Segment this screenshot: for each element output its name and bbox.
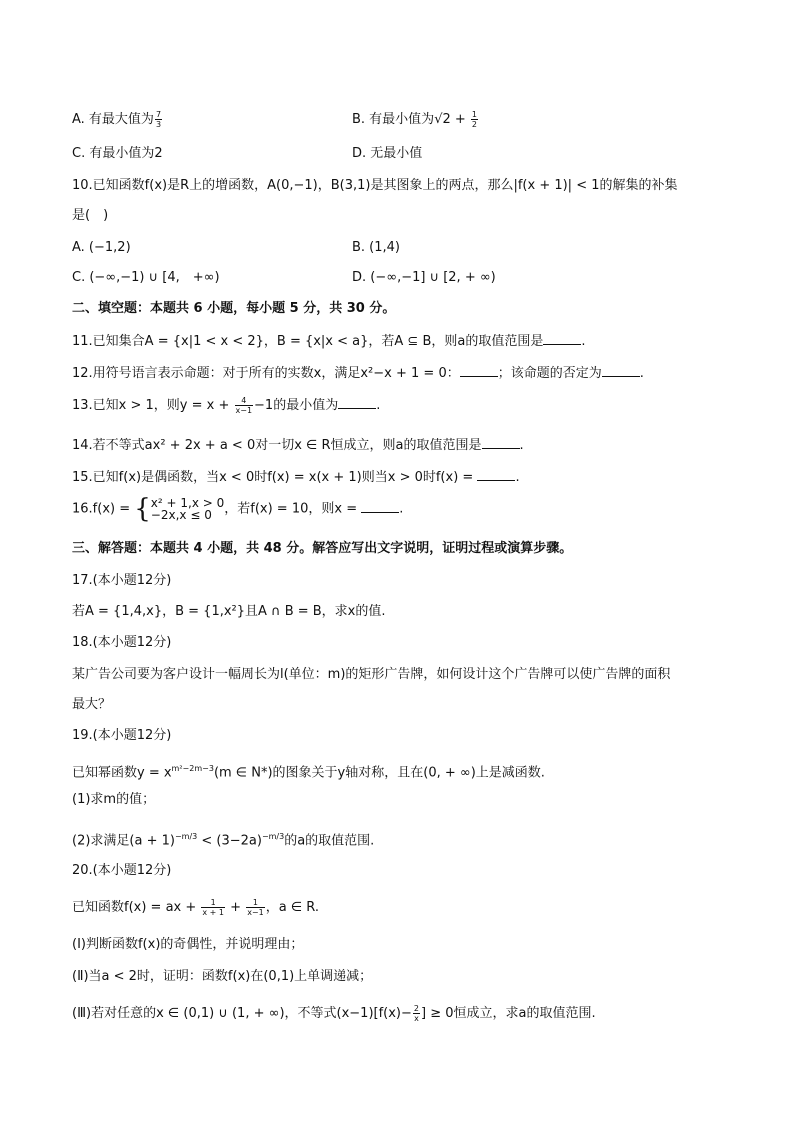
q9-option-a[interactable] — [72, 110, 163, 129]
q20-heading: 20.(本小题12分) — [72, 863, 172, 878]
q20-p3-pre: (Ⅲ)若对任意的x ∈ (0,1) ∪ (1, + ∞)，不等式(x−1)[f(x)− — [72, 1006, 412, 1021]
answer-blank[interactable] — [477, 468, 515, 481]
answer-blank[interactable] — [338, 396, 376, 409]
q19-body-post: (m ∈ N*)的图象关于y轴对称，且在(0, + ∞)上是减函数. — [213, 765, 545, 781]
exponent: m²−2m−3 — [171, 764, 214, 773]
fraction: $\frac{2}{x}$ — [413, 1004, 419, 1023]
q19-p2-mid: < (3−2a) — [197, 833, 262, 849]
q20-p3-post: ] ≥ 0恒成立，求a的取值范围. — [421, 1006, 596, 1021]
q12 — [72, 364, 644, 383]
exponent: −m/3 — [261, 832, 285, 841]
q20-part2: (Ⅱ)当a < 2时，证明：函数f(x)在(0,1)上单调递减； — [72, 969, 373, 984]
q10-option-d[interactable]: D. (−∞,−1] ∪ [2, + ∞) — [352, 270, 496, 285]
fraction: $\frac{1}{2}$ — [471, 110, 477, 129]
answer-blank[interactable] — [460, 364, 498, 377]
exponent: −m/3 — [174, 832, 198, 841]
q18-body-line1: 某广告公司要为客户设计一幅周长为l(单位：m)的矩形广告牌，如何设计这个广告牌可以使广告牌的面积 — [72, 667, 671, 682]
q10-stem-line2: 是( ) — [72, 208, 109, 223]
q19-body — [72, 760, 545, 782]
q16-pre: 16.f(x) = — [72, 501, 135, 517]
q20-part3 — [72, 1004, 596, 1023]
q20-body-post: ，a ∈ R. — [265, 900, 319, 915]
q10-option-a[interactable]: A. (−1,2) — [72, 240, 131, 255]
q11 — [72, 332, 585, 351]
case-1: x² + 1,x > 0 — [150, 496, 225, 510]
q15 — [72, 468, 520, 487]
q19-part2 — [72, 828, 374, 850]
fraction: $\frac{7}{3}$ — [155, 110, 162, 129]
option-b-expr: √2 + — [434, 112, 470, 127]
q16-tail: . — [399, 501, 404, 517]
option-a-text: A. 有最大值为 — [72, 112, 154, 127]
section-fill-in-heading: 二、填空题：本题共 6 小题，每小题 5 分，共 30 分。 — [72, 301, 396, 316]
answer-blank[interactable] — [361, 500, 399, 513]
q15-text: 15.已知f(x)是偶函数，当x < 0时f(x) = x(x + 1)则当x > 0时f(x) = — [72, 470, 478, 485]
q18-body-line2: 最大？ — [72, 697, 112, 712]
q19-p2-post: 的a的取值范围. — [284, 833, 375, 849]
q13-post: −1的最小值为 — [254, 398, 339, 413]
case-2: −2x,x ≤ 0 — [150, 508, 212, 522]
q9-option-b[interactable] — [352, 110, 479, 129]
q20-part1: (Ⅰ)判断函数f(x)的奇偶性，并说明理由； — [72, 937, 304, 952]
left-brace: { — [134, 494, 151, 524]
q14 — [72, 436, 524, 455]
q11-tail: . — [581, 334, 586, 349]
q19-body-pre: 已知幂函数y = x — [72, 765, 172, 781]
q19-part1: (1)求m的值； — [72, 792, 156, 807]
q13-tail: . — [376, 398, 381, 413]
q12-tail: . — [639, 366, 644, 381]
fraction: $\frac{4}{x-1}$ — [235, 396, 253, 415]
q14-text: 14.若不等式ax² + 2x + a < 0对一切x ∈ R恒成立，则a的取值范围是 — [72, 438, 482, 453]
q10-option-b[interactable]: B. (1,4) — [352, 240, 401, 255]
q12-text: 12.用符号语言表示命题：对于所有的实数x，满足x²−x + 1 = 0： — [72, 366, 460, 381]
q17-body: 若A = {1,4,x}，B = {1,x²}且A ∩ B = B，求x的值. — [72, 604, 386, 619]
q10-stem-line1: 10.已知函数f(x)是R上的增函数，A(0,−1)，B(3,1)是其图象上的两点，那么|f(x + 1)| < 1的解集的补集 — [72, 178, 678, 193]
q9-option-c[interactable]: C. 有最小值为2 — [72, 146, 163, 161]
q17-heading: 17.(本小题12分) — [72, 573, 172, 588]
q18-heading: 18.(本小题12分) — [72, 635, 172, 650]
fraction: $\frac{1}{x + 1}$ — [202, 898, 225, 917]
fraction: $\frac{1}{x-1}$ — [247, 898, 264, 917]
answer-blank[interactable] — [543, 332, 581, 345]
q15-tail: . — [515, 470, 520, 485]
piecewise-cases — [151, 497, 224, 521]
q11-text: 11.已知集合A = {x|1 < x < 2}，B = {x|x < a}，若A ⊆ B，则a的取值范围是 — [72, 334, 544, 349]
q14-tail: . — [519, 438, 524, 453]
q13 — [72, 396, 380, 415]
q19-p2-pre: (2)求满足(a + 1) — [72, 833, 175, 849]
answer-blank[interactable] — [602, 364, 640, 377]
q19-heading: 19.(本小题12分) — [72, 728, 172, 743]
q12-mid: ；该命题的否定为 — [497, 366, 602, 381]
section-answer-heading: 三、解答题：本题共 4 小题，共 48 分。解答应写出文字说明，证明过程或演算步骤。 — [72, 541, 573, 556]
q10-option-c[interactable]: C. (−∞,−1) ∪ [4, +∞) — [72, 270, 220, 285]
q9-option-d[interactable]: D. 无最小值 — [352, 146, 423, 161]
q13-pre: 13.已知x > 1，则y = x + — [72, 398, 234, 413]
q20-body — [72, 898, 319, 917]
option-b-text: B. 有最小值为 — [352, 112, 435, 127]
q20-body-pre: 已知函数f(x) = ax + — [72, 900, 201, 915]
q16-post: ，若f(x) = 10，则x = — [224, 501, 362, 517]
answer-blank[interactable] — [482, 436, 520, 449]
plus-sign: + — [226, 900, 246, 915]
q16 — [72, 494, 404, 524]
